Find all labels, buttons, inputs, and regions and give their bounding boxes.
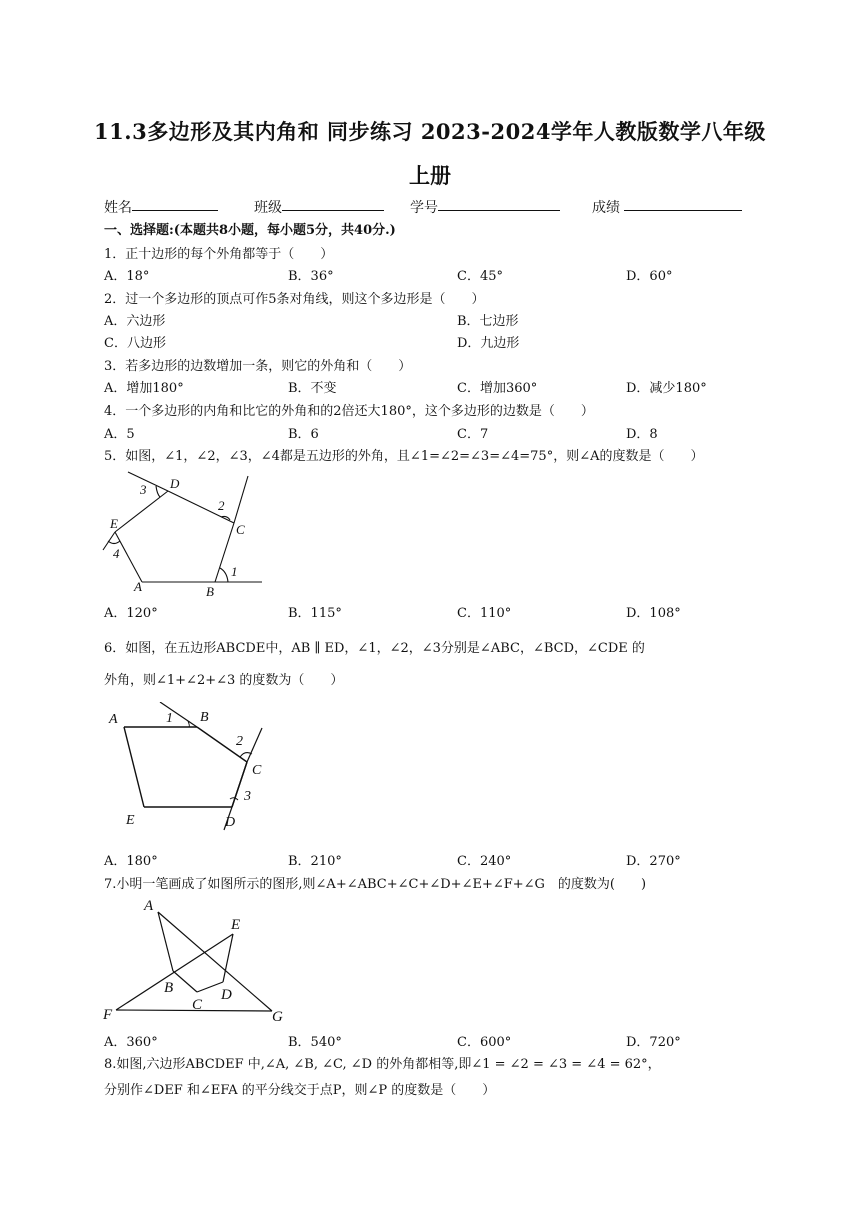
question-3-stem: 3．若多边形的边数增加一条，则它的外角和（ ） xyxy=(104,359,412,374)
fig6-label-a: A xyxy=(109,712,118,727)
q2-option-b[interactable]: B．七边形 xyxy=(457,314,519,329)
fig6-label-2: 2 xyxy=(236,734,243,749)
fig5-label-c: C xyxy=(236,522,245,537)
title-line1: 11.3多边形及其内角和 同步练习 2023-2024学年人教版数学八年级 xyxy=(94,119,766,144)
fig7-label-g: G xyxy=(272,1009,283,1024)
fig7-label-f: F xyxy=(103,1007,113,1023)
q5-option-c[interactable]: C．110° xyxy=(457,606,512,621)
question-2-stem: 2．过一个多边形的顶点可作5条对角线，则这个多边形是（ ） xyxy=(104,292,485,307)
figure-5-pentagon xyxy=(100,466,270,598)
fig6-label-1: 1 xyxy=(166,711,173,726)
fig6-label-b: B xyxy=(200,710,209,725)
fig6-label-c: C xyxy=(252,763,262,778)
q1-option-d[interactable]: D．60° xyxy=(626,269,673,284)
question-6-stem-line1: 6．如图，在五边形ABCDE中，AB ∥ ED，∠1，∠2，∠3分别是∠ABC，∠BCD，∠CDE 的 xyxy=(104,641,645,656)
class-field[interactable]: 班级 xyxy=(254,197,282,217)
fig7-label-c: C xyxy=(192,997,203,1013)
q4-option-a[interactable]: A．5 xyxy=(104,427,135,442)
q3-option-b[interactable]: B．不变 xyxy=(288,381,337,396)
q2-option-d[interactable]: D．九边形 xyxy=(457,336,520,351)
q1-option-c[interactable]: C．45° xyxy=(457,269,503,284)
question-6-stem-line2: 外角，则∠1+∠2+∠3 的度数为（ ） xyxy=(104,673,344,688)
question-7-stem: 7.小明一笔画成了如图所示的图形,则∠A+∠ABC+∠C+∠D+∠E+∠F+∠G 的度数为( ) xyxy=(104,877,647,892)
question-1-stem: 1．正十边形的每个外角都等于（ ） xyxy=(104,247,334,262)
fig5-label-3: 3 xyxy=(140,482,147,497)
score-field[interactable]: 成绩 xyxy=(592,197,624,217)
q7-option-b[interactable]: B．540° xyxy=(288,1035,342,1050)
fig5-label-1: 1 xyxy=(231,564,238,579)
q3-option-c[interactable]: C．增加360° xyxy=(457,381,538,396)
fig7-label-b: B xyxy=(164,980,174,996)
q3-option-a[interactable]: A．增加180° xyxy=(104,381,184,396)
q5-option-a[interactable]: A．120° xyxy=(104,606,158,621)
fig6-label-d: D xyxy=(225,815,236,830)
fig7-label-a: A xyxy=(144,898,154,914)
fig5-label-b: B xyxy=(206,584,214,598)
figure-7-star-shape xyxy=(100,894,300,1024)
fig5-label-2: 2 xyxy=(218,498,225,513)
figure-6-pentagon xyxy=(104,702,276,834)
fig7-label-e: E xyxy=(231,917,241,933)
student-info-row xyxy=(104,197,764,217)
q6-option-a[interactable]: A．180° xyxy=(104,854,158,869)
q4-option-d[interactable]: D．8 xyxy=(626,427,658,442)
fig5-label-4: 4 xyxy=(113,546,120,561)
fig5-label-e: E xyxy=(110,516,118,531)
q6-option-b[interactable]: B．210° xyxy=(288,854,342,869)
fig5-label-d: D xyxy=(170,476,180,491)
q2-option-a[interactable]: A．六边形 xyxy=(104,314,166,329)
question-8-stem-line2: 分别作∠DEF 和∠EFA 的平分线交于点P，则∠P 的度数是（ ） xyxy=(104,1083,496,1098)
q6-option-c[interactable]: C．240° xyxy=(457,854,512,869)
q4-option-c[interactable]: C．7 xyxy=(457,427,489,442)
q3-option-d[interactable]: D．减少180° xyxy=(626,381,707,396)
student-id-field[interactable]: 学号 xyxy=(410,197,438,217)
fig7-label-d: D xyxy=(221,987,232,1003)
title-line2: 上册 xyxy=(409,163,451,188)
q7-option-a[interactable]: A．360° xyxy=(104,1035,158,1050)
q4-option-b[interactable]: B．6 xyxy=(288,427,319,442)
fig6-label-e: E xyxy=(126,813,135,828)
q7-option-d[interactable]: D．720° xyxy=(626,1035,681,1050)
fig5-label-a: A xyxy=(134,579,142,594)
name-field[interactable]: 姓名 xyxy=(104,197,132,217)
fig6-label-3: 3 xyxy=(244,789,251,804)
question-5-stem: 5．如图，∠1，∠2，∠3，∠4都是五边形的外角，且∠1=∠2=∠3=∠4=75°，则∠A的度数是（ ） xyxy=(104,449,704,464)
q5-option-b[interactable]: B．115° xyxy=(288,606,342,621)
q1-option-b[interactable]: B．36° xyxy=(288,269,334,284)
q5-option-d[interactable]: D．108° xyxy=(626,606,681,621)
q1-option-a[interactable]: A．18° xyxy=(104,269,150,284)
question-4-stem: 4．一个多边形的内角和比它的外角和的2倍还大180°，这个多边形的边数是（ ） xyxy=(104,404,594,419)
q7-option-c[interactable]: C．600° xyxy=(457,1035,512,1050)
question-8-stem-line1: 8.如图,六边形ABCDEF 中,∠A, ∠B, ∠C, ∠D 的外角都相等,即∠1 = ∠2 = ∠3 = ∠4 = 62°， xyxy=(104,1057,661,1072)
section-heading: 一、选择题:(本题共8小题，每小题5分，共40分.) xyxy=(104,223,396,238)
q2-option-c[interactable]: C．八边形 xyxy=(104,336,166,351)
q6-option-d[interactable]: D．270° xyxy=(626,854,681,869)
